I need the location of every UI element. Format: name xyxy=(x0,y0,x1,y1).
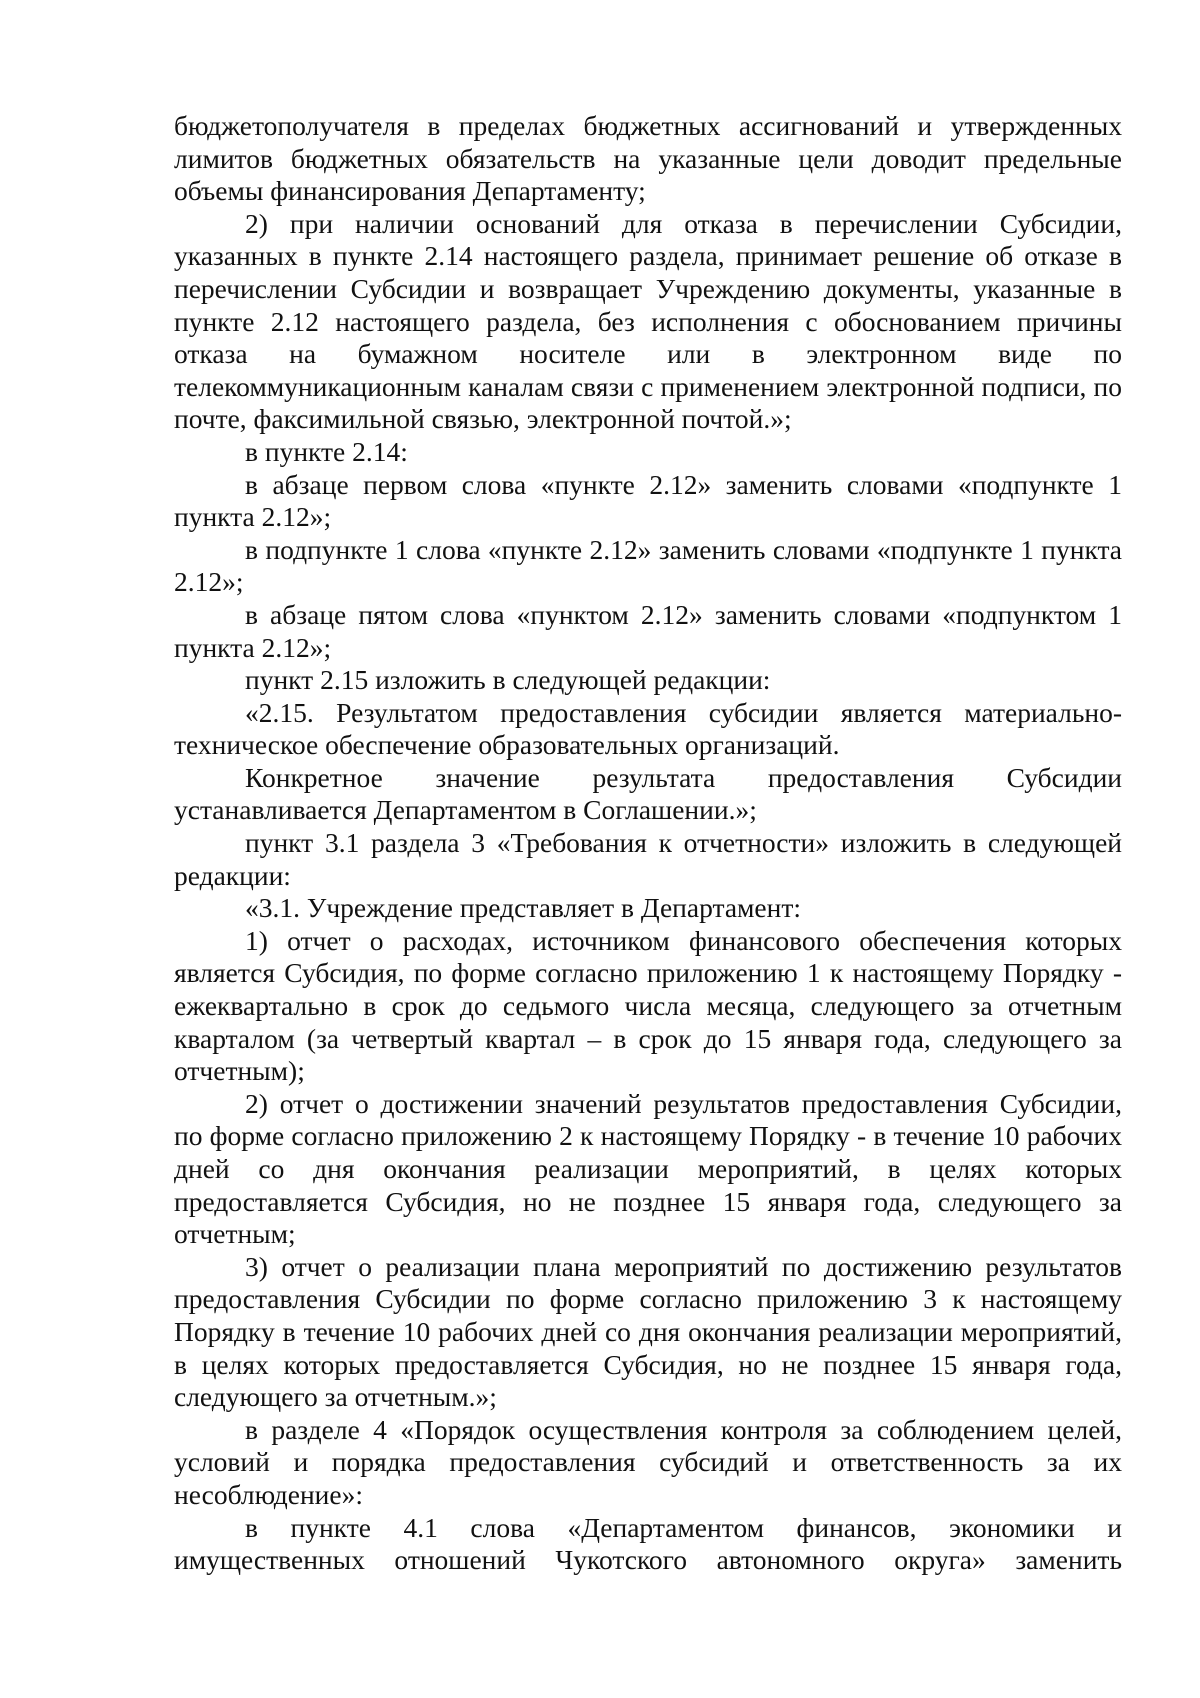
paragraph-report-expenses: 1) отчет о расходах, источником финансового обеспечения которых является Субсидия, по форме согласно приложению 1 к настоящему Порядку - ежеквартально в срок до седьмого числа месяца, следующего за отчетным кварталом (за четвертый квартал – в срок до 15 января года, следующего за отчетным); xyxy=(174,924,1122,1087)
paragraph-point-3-1-intro: «3.1. Учреждение представляет в Департамент: xyxy=(245,892,802,924)
paragraph-point-3-1-heading: пункт 3.1 раздела 3 «Требования к отчетности» изложить в следующей редакции: xyxy=(174,827,1122,891)
paragraph-refusal-decision: 2) при наличии оснований для отказа в перечислении Субсидии, указанных в пункте 2.14 настоящего раздела, принимает решение об отказе в перечислении Субсидии и возвращает Учреждению документы, указанные в пункте 2.12 настоящего раздела, без исполнения с обоснованием причины отказа на бумажном носителе или в электронном виде по телекоммуникационным каналам связи с применением электронной подписи, по почте, факсимильной связью, электронной почтой.»; xyxy=(174,207,1122,435)
paragraph-fifth-abzac: в абзаце пятом слова «пунктом 2.12» заменить словами «подпунктом 1 пункта 2.12»; xyxy=(174,598,1122,663)
paragraph-section-4: в разделе 4 «Порядок осуществления контроля за соблюдением целей, условий и порядка предоставления субсидий и ответственность за их несоблюдение»: xyxy=(174,1413,1122,1510)
document-page xyxy=(174,110,1122,1577)
paragraph-first-abzac: в абзаце первом слова «пункте 2.12» заменить словами «подпункте 1 пункта 2.12»; xyxy=(174,468,1122,533)
paragraph-report-plan: 3) отчет о реализации плана мероприятий по достижению результатов предоставления Субсидии по форме согласно приложению 3 к настоящему Порядку в течение 10 рабочих дней со дня окончания реализации мероприятий, в целях которых предоставляется Субсидия, но не позднее 15 января года, следующего за отчетным.»; xyxy=(174,1250,1122,1413)
paragraph-budget-limits: бюджетополучателя в пределах бюджетных ассигнований и утвержденных лимитов бюджетных обязательств на указанные цели доводит предельные объемы финансирования Департаменту; xyxy=(174,110,1122,207)
paragraph-specific-value: Конкретное значение результата предоставления Субсидии устанавливается Департаментом в Соглашении.»; xyxy=(174,761,1122,826)
paragraph-point-4-1: в пункте 4.1 слова «Департаментом финансов, экономики и имущественных отношений Чукотского автономного округа» заменить xyxy=(174,1511,1122,1576)
paragraph-report-results: 2) отчет о достижении значений результатов предоставления Субсидии, по форме согласно приложению 2 к настоящему Порядку - в течение 10 рабочих дней со дня окончания реализации мероприятий, в целях которых предоставляется Субсидия, но не позднее 15 января года, следующего за отчетным; xyxy=(174,1087,1122,1250)
paragraph-point-2-14: в пункте 2.14: xyxy=(245,435,408,467)
paragraph-point-2-15-result: «2.15. Результатом предоставления субсидии является материально-техническое обеспечение образовательных организаций. xyxy=(174,696,1122,761)
paragraph-point-2-15-heading: пункт 2.15 изложить в следующей редакции: xyxy=(245,664,771,696)
paragraph-subpoint-1: в подпункте 1 слова «пункте 2.12» заменить словами «подпункте 1 пункта 2.12»; xyxy=(174,533,1122,598)
